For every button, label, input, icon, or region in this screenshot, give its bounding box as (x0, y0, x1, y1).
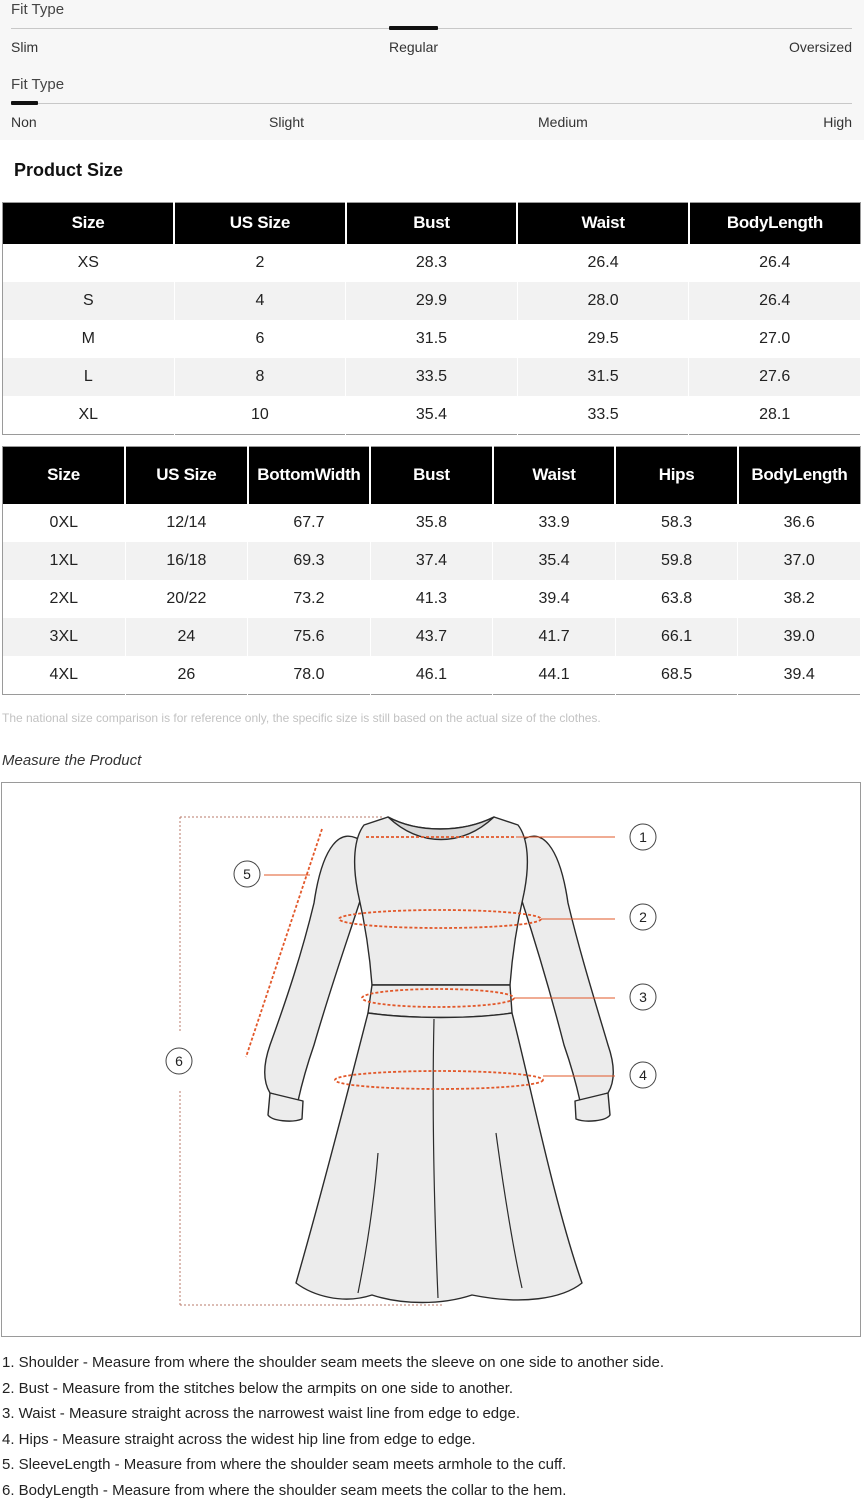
cell-waist: 29.5 (517, 320, 689, 358)
cell-bodylength: 39.0 (738, 618, 861, 656)
dress-diagram (2, 783, 860, 1336)
instruction-bodylength: 6. BodyLength - Measure from where the shoulder seam meets the collar to the hem. (2, 1481, 567, 1499)
table-row (3, 542, 861, 580)
fit-scale-indicator (11, 101, 38, 105)
cell-us-size: 4 (174, 282, 346, 320)
instruction-shoulder: 1. Shoulder - Measure from where the shoulder seam meets the sleeve on one side to another side. (2, 1354, 665, 1371)
cell-waist: 33.5 (517, 396, 689, 434)
waistband (368, 985, 512, 1018)
table-row (3, 320, 861, 358)
cell-bust: 33.5 (346, 358, 518, 396)
header-bodylength: BodyLength (689, 203, 861, 244)
marker-3 (630, 984, 656, 1010)
measure-diagram (1, 782, 861, 1337)
cell-bottomwidth: 69.3 (248, 542, 371, 580)
cell-size: M (3, 320, 175, 358)
cell-us-size: 10 (174, 396, 346, 434)
cell-bodylength: 39.4 (738, 656, 861, 694)
skirt (296, 1013, 582, 1303)
table-row (3, 282, 861, 320)
measure-title: Measure the Product (2, 752, 142, 769)
cell-bust: 31.5 (346, 320, 518, 358)
cell-bodylength: 37.0 (738, 542, 861, 580)
cell-size: 0XL (3, 504, 126, 542)
fit-scale-label-slim: Slim (11, 39, 39, 55)
fit-type-panel (0, 0, 864, 140)
measure-instructions (2, 1352, 862, 1500)
table-row (3, 396, 861, 434)
cell-bust: 41.3 (370, 580, 493, 618)
marker-label: 4 (639, 1067, 647, 1083)
fit-scale-label-non: Non (11, 114, 37, 130)
cell-waist: 35.4 (493, 542, 616, 580)
cell-hips: 66.1 (615, 618, 738, 656)
table-row (3, 618, 861, 656)
cell-hips: 63.8 (615, 580, 738, 618)
cell-hips: 59.8 (615, 542, 738, 580)
fit-scale-track (11, 103, 852, 104)
cell-size: S (3, 282, 175, 320)
marker-5 (234, 861, 260, 887)
header-us-size: US Size (125, 447, 248, 504)
cell-size: XS (3, 244, 175, 282)
fit-scale-label-oversized: Oversized (788, 39, 852, 55)
right-sleeve (518, 836, 613, 1101)
product-size-title: Product Size (14, 160, 124, 180)
cell-bust: 43.7 (370, 618, 493, 656)
cell-bodylength: 27.6 (689, 358, 861, 396)
instruction-hips: 4. Hips - Measure straight across the widest hip line from edge to edge. (2, 1430, 476, 1448)
cell-waist: 44.1 (493, 656, 616, 694)
table-row (3, 504, 861, 542)
instruction-sleevelength: 5. SleeveLength - Measure from where the shoulder seam meets armhole to the cuff. (2, 1456, 567, 1474)
cell-bodylength: 26.4 (689, 244, 861, 282)
fit-scale-indicator (389, 26, 438, 30)
size-table-plus (2, 446, 861, 695)
marker-2 (630, 904, 656, 930)
table-header-row (3, 447, 861, 504)
fit-scale-title: Fit Type (11, 76, 65, 93)
cell-us-size: 20/22 (125, 580, 248, 618)
cell-us-size: 16/18 (125, 542, 248, 580)
cell-waist: 28.0 (517, 282, 689, 320)
cell-bodylength: 36.6 (738, 504, 861, 542)
cell-bodylength: 27.0 (689, 320, 861, 358)
header-waist: Waist (493, 447, 616, 504)
cell-bust: 37.4 (370, 542, 493, 580)
fit-scale-title: Fit Type (11, 1, 65, 18)
cell-bust: 28.3 (346, 244, 518, 282)
table-row (3, 244, 861, 282)
table-header-row (3, 203, 861, 244)
instruction-waist: 3. Waist - Measure straight across the narrowest waist line from edge to edge. (2, 1405, 521, 1423)
header-waist: Waist (517, 203, 689, 244)
cell-us-size: 8 (174, 358, 346, 396)
cell-us-size: 24 (125, 618, 248, 656)
cell-bodylength: 26.4 (689, 282, 861, 320)
marker-label: 3 (639, 989, 647, 1005)
cell-size: L (3, 358, 175, 396)
instruction-bust: 2. Bust - Measure from the stitches below the armpits on one side to another. (2, 1379, 514, 1397)
cell-bottomwidth: 67.7 (248, 504, 371, 542)
cell-bottomwidth: 78.0 (248, 656, 371, 694)
header-size: Size (3, 447, 126, 504)
header-bottomwidth: BottomWidth (248, 447, 371, 504)
cell-waist: 31.5 (517, 358, 689, 396)
header-bust: Bust (346, 203, 518, 244)
marker-label: 1 (639, 829, 647, 845)
header-bodylength: BodyLength (738, 447, 861, 504)
table-row (3, 358, 861, 396)
fit-scale-label-medium: Medium (538, 114, 588, 130)
cell-waist: 33.9 (493, 504, 616, 542)
cell-us-size: 12/14 (125, 504, 248, 542)
size-table-regular (2, 202, 861, 435)
dress-illustration (265, 817, 614, 1303)
marker-label: 2 (639, 909, 647, 925)
header-bust: Bust (370, 447, 493, 504)
header-us-size: US Size (174, 203, 346, 244)
marker-4 (630, 1062, 656, 1088)
table-row (3, 656, 861, 694)
cell-bust: 35.4 (346, 396, 518, 434)
cell-bust: 29.9 (346, 282, 518, 320)
bodice (355, 817, 528, 985)
fit-scale-label-regular: Regular (389, 39, 439, 55)
cell-us-size: 2 (174, 244, 346, 282)
cell-waist: 26.4 (517, 244, 689, 282)
size-note: The national size comparison is for reference only, the specific size is still based on the actual size of the clothes. (2, 711, 601, 725)
cell-size: 2XL (3, 580, 126, 618)
cell-size: 1XL (3, 542, 126, 580)
marker-1 (630, 824, 656, 850)
cell-bodylength: 38.2 (738, 580, 861, 618)
marker-6 (166, 1048, 192, 1074)
header-hips: Hips (615, 447, 738, 504)
cell-size: XL (3, 396, 175, 434)
fit-scale-label-high: High (823, 114, 852, 130)
cell-bust: 46.1 (370, 656, 493, 694)
left-sleeve (265, 836, 364, 1101)
cell-us-size: 26 (125, 656, 248, 694)
cell-hips: 68.5 (615, 656, 738, 694)
cell-waist: 41.7 (493, 618, 616, 656)
fit-scale-label-slight: Slight (269, 114, 305, 130)
marker-label: 6 (175, 1053, 183, 1069)
cell-us-size: 6 (174, 320, 346, 358)
cell-waist: 39.4 (493, 580, 616, 618)
cell-size: 4XL (3, 656, 126, 694)
cell-bust: 35.8 (370, 504, 493, 542)
header-size: Size (3, 203, 175, 244)
cell-hips: 58.3 (615, 504, 738, 542)
cell-bodylength: 28.1 (689, 396, 861, 434)
cell-bottomwidth: 73.2 (248, 580, 371, 618)
table-row (3, 580, 861, 618)
cell-size: 3XL (3, 618, 126, 656)
marker-label: 5 (243, 866, 251, 882)
cell-bottomwidth: 75.6 (248, 618, 371, 656)
